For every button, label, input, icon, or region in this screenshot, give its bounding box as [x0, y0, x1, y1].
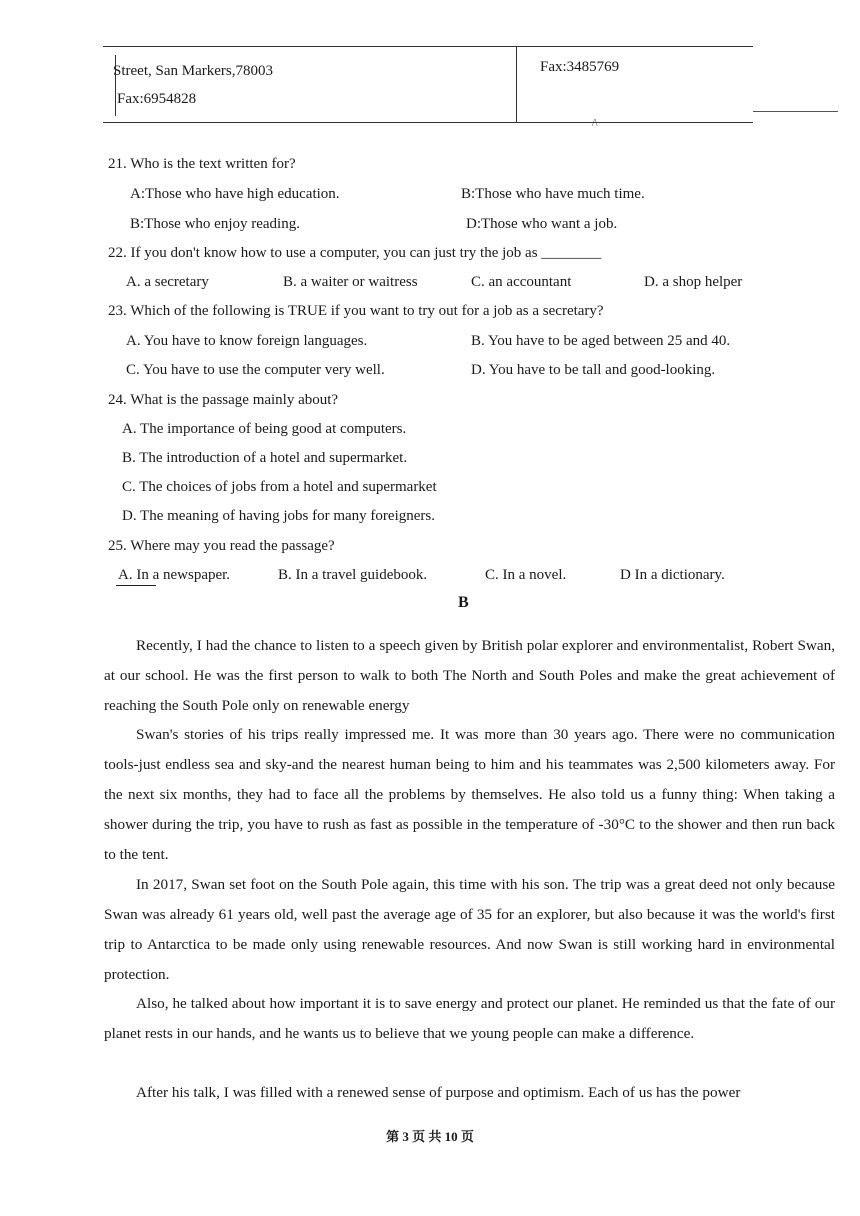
- question-23-option-a: A. You have to know foreign languages.: [126, 333, 368, 349]
- passage-paragraph-3: In 2017, Swan set foot on the South Pole again, this time with his son. The trip was a great deed not only because Swan was already 61 years old, well past the average age of 35 for an explorer, but also because it was the world's first trip to Antarctica to be made only using renewable resources. And now Swan is still working hard in environmental protection.: [104, 876, 835, 983]
- question-22-option-b: B. a waiter or waitress: [283, 274, 418, 290]
- question-21-option-a: A:Those who have high education.: [130, 186, 340, 202]
- right-fax-line: Fax:3485769: [540, 59, 620, 75]
- answer-underline: [116, 585, 156, 586]
- question-22-option-d: D. a shop helper: [644, 274, 743, 290]
- question-25-stem: 25. Where may you read the passage?: [108, 538, 335, 554]
- question-23-stem: 23. Which of the following is TRUE if you want to try out for a job as a secretary?: [108, 303, 604, 319]
- passage-paragraph-2: Swan's stories of his trips really impressed me. It was more than 30 years ago. There were no communication tools-just endless sea and sky-and the nearest human being to him and his teammates was 2,500 kilometers away. For the next six months, they had to face all the problems by themselves. He also told us a funny thing: When taking a shower during the trip, you have to rush as fast as possible in the temperature of -30°C to the shower and then run back to the tent.: [104, 726, 835, 863]
- question-25-option-b: B. In a travel guidebook.: [278, 567, 428, 583]
- table-rule-extension: [753, 111, 838, 112]
- question-24-option-b: B. The introduction of a hotel and supermarket.: [122, 450, 408, 466]
- left-address-line: Street, San Markers,78003: [113, 63, 273, 79]
- question-25-option-c: C. In a novel.: [485, 567, 567, 583]
- question-25-option-d: D In a dictionary.: [620, 567, 725, 583]
- question-23-option-c: C. You have to use the computer very well.: [126, 362, 385, 378]
- question-23-option-d: D. You have to be tall and good-looking.: [471, 362, 716, 378]
- table-column-divider: [516, 47, 517, 122]
- question-23-option-b: B. You have to be aged between 25 and 40.: [471, 333, 731, 349]
- passage-paragraph-5: After his talk, I was filled with a renewed sense of purpose and optimism. Each of us has the power: [136, 1084, 741, 1101]
- question-22-option-a: A. a secretary: [126, 274, 209, 290]
- passage-paragraph-1: Recently, I had the chance to listen to a speech given by British polar explorer and environmentalist, Robert Swan, at our school. He was the first person to walk to both The North and South Poles and make the great achievement of reaching the South Pole only on renewable energy: [104, 637, 835, 714]
- question-21-option-d: D:Those who want a job.: [466, 216, 618, 232]
- left-fax-line: Fax:6954828: [117, 91, 197, 107]
- question-21-option-b: B:Those who have much time.: [461, 186, 645, 202]
- question-25-option-a: A. In a newspaper.: [118, 567, 231, 583]
- question-24-option-c: C. The choices of jobs from a hotel and supermarket: [122, 479, 437, 495]
- passage-paragraph-4: Also, he talked about how important it is to save energy and protect our planet. He reminded us that the fate of our planet rests in our hands, and he wants us to believe that we young people can make a difference.: [104, 995, 835, 1042]
- section-b-heading: B: [458, 594, 469, 611]
- page-number: 第 3 页 共 10 页: [386, 1129, 474, 1144]
- question-24-stem: 24. What is the passage mainly about?: [108, 392, 339, 408]
- scan-mark: /\: [592, 118, 598, 129]
- question-21-option-c: B:Those who enjoy reading.: [130, 216, 300, 232]
- question-22-stem: 22. If you don't know how to use a computer, you can just try the job as ________: [108, 245, 602, 261]
- question-24-option-a: A. The importance of being good at computers.: [122, 421, 407, 437]
- question-24-option-d: D. The meaning of having jobs for many foreigners.: [122, 508, 435, 524]
- question-21-stem: 21. Who is the text written for?: [108, 156, 296, 172]
- question-22-option-c: C. an accountant: [471, 274, 572, 290]
- contact-table: [103, 46, 753, 123]
